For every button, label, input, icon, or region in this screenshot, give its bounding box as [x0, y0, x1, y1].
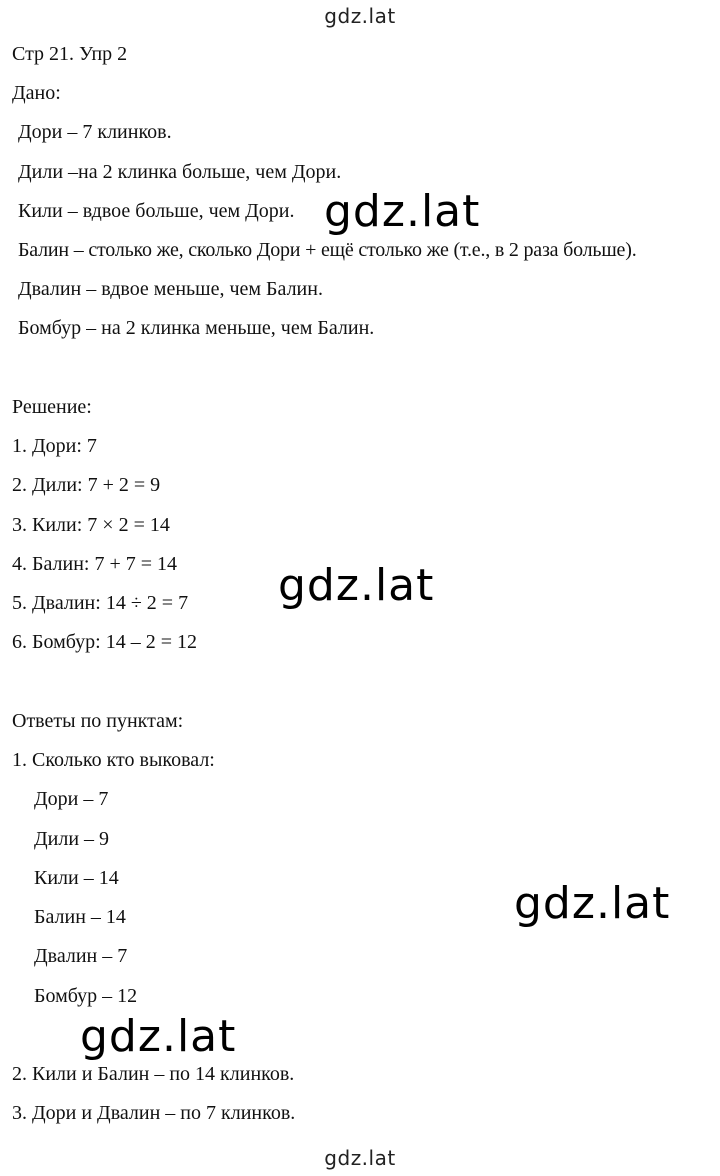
- given-item-kili: Кили – вдвое больше, чем Дори.: [18, 200, 295, 222]
- answer-question-2: 2. Кили и Балин – по 14 клинков.: [12, 1063, 295, 1085]
- watermark-bottom: gdz.lat: [324, 1146, 396, 1170]
- watermark-large: gdz.lat: [324, 186, 481, 237]
- answer-item: Двалин – 7: [34, 945, 128, 967]
- solution-step: 1. Дори: 7: [12, 435, 97, 457]
- answer-item: Дили – 9: [34, 828, 110, 850]
- answer-item: Балин – 14: [34, 906, 126, 928]
- given-item-balin: Балин – столько же, сколько Дори + ещё столько же (т.е., в 2 раза больше).: [18, 239, 637, 261]
- answer-item: Кили – 14: [34, 867, 119, 889]
- watermark-large: gdz.lat: [80, 1011, 237, 1062]
- watermark-large: gdz.lat: [278, 560, 435, 611]
- solution-step: 6. Бомбур: 14 – 2 = 12: [12, 631, 198, 653]
- solution-step: 3. Кили: 7 × 2 = 14: [12, 514, 170, 536]
- answer-question-3: 3. Дори и Двалин – по 7 клинков.: [12, 1102, 296, 1124]
- page-header: Стр 21. Упр 2: [12, 43, 128, 65]
- solution-title: Решение:: [12, 396, 92, 418]
- answers-title: Ответы по пунктам:: [12, 710, 184, 732]
- watermark-top: gdz.lat: [324, 4, 396, 28]
- given-item-bombur: Бомбур – на 2 клинка меньше, чем Балин.: [18, 317, 375, 339]
- answer-item: Бомбур – 12: [34, 985, 138, 1007]
- given-item-dili: Дили –на 2 клинка больше, чем Дори.: [18, 161, 342, 183]
- solution-step: 5. Двалин: 14 ÷ 2 = 7: [12, 592, 189, 614]
- given-title: Дано:: [12, 82, 61, 104]
- solution-step: 4. Балин: 7 + 7 = 14: [12, 553, 178, 575]
- given-item-dori: Дори – 7 клинков.: [18, 121, 172, 143]
- watermark-large: gdz.lat: [514, 878, 671, 929]
- answer-question-1: 1. Сколько кто выковал:: [12, 749, 215, 771]
- answer-item: Дори – 7: [34, 788, 109, 810]
- solution-step: 2. Дили: 7 + 2 = 9: [12, 474, 161, 496]
- given-item-dvalin: Двалин – вдвое меньше, чем Балин.: [18, 278, 323, 300]
